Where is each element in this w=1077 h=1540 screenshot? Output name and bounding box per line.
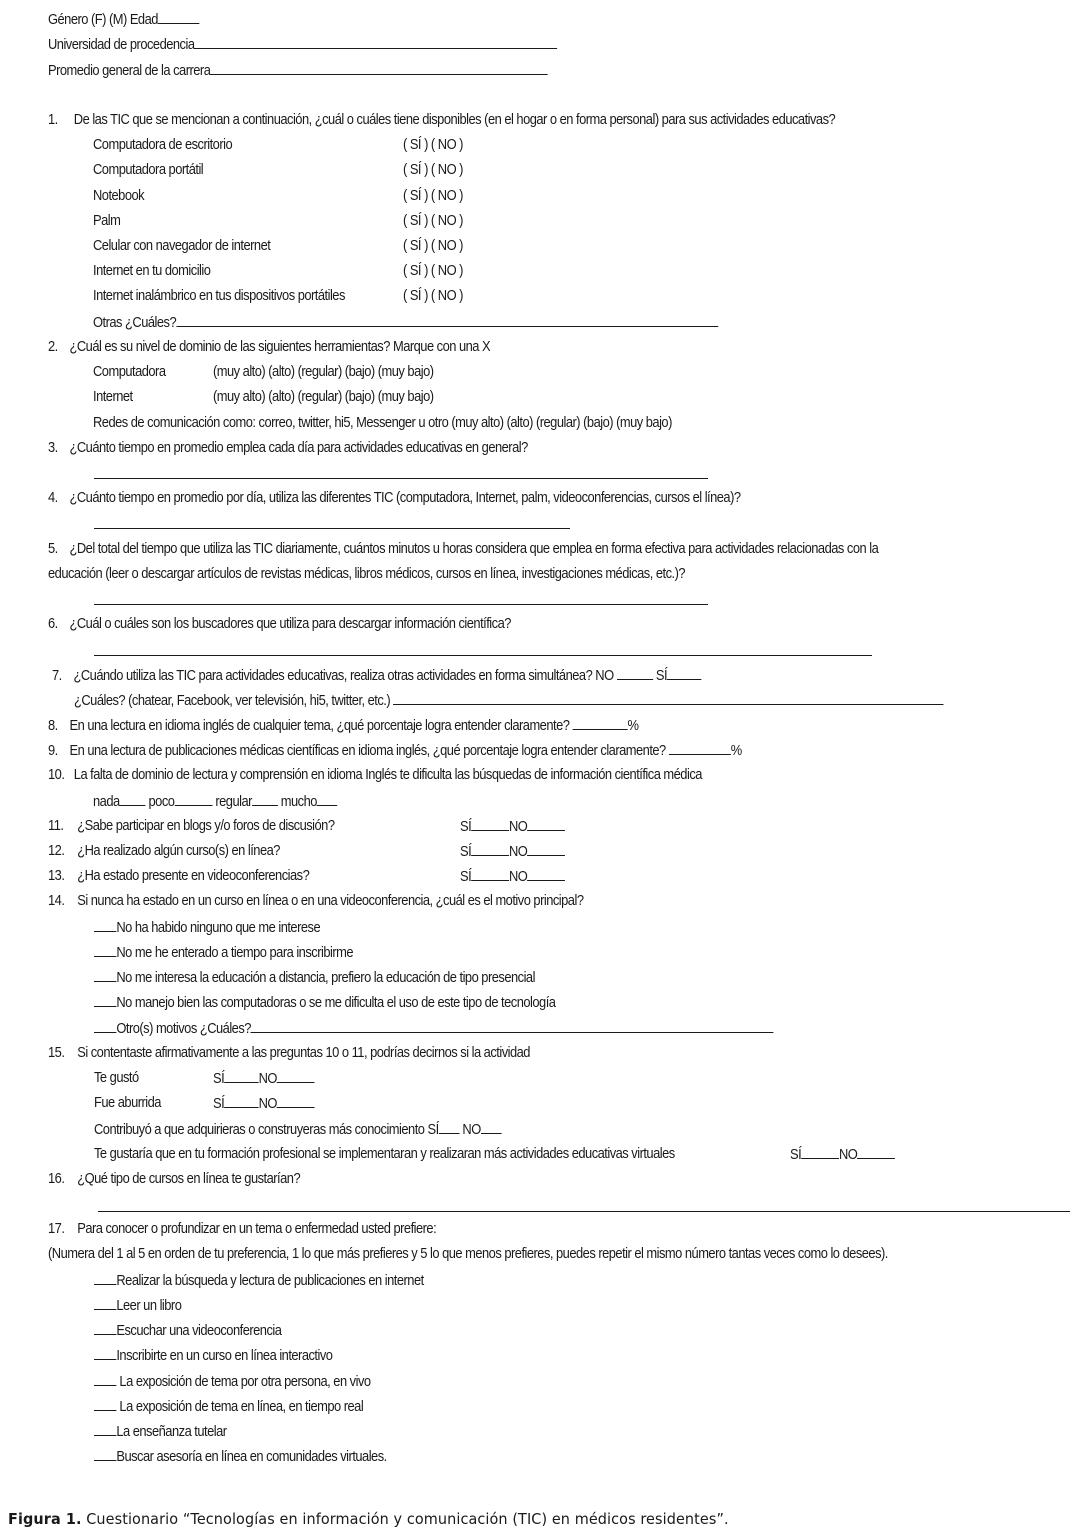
q17-option <box>94 1320 281 1341</box>
q10-option-blank[interactable] <box>120 791 146 806</box>
q15-virtual: Te gustaría que en tu formación profesional se implementaran y realizaran más actividades educativas virtuales <box>94 1145 675 1162</box>
university-label: Universidad de procedencia <box>48 36 195 53</box>
q4-answer-line[interactable] <box>94 528 570 529</box>
option-label: La exposición de tema en línea, en tiempo real <box>116 1398 364 1415</box>
q13-yes-no <box>460 866 565 887</box>
option-blank[interactable] <box>94 992 116 1007</box>
question-7 <box>52 665 701 686</box>
rank-blank[interactable] <box>94 1396 116 1411</box>
question-text: Para conocer o profundizar en un tema o enfermedad usted prefiere: <box>77 1220 437 1237</box>
q7-no-blank[interactable] <box>617 665 653 680</box>
no-blank[interactable] <box>527 841 565 856</box>
q7-which-label: ¿Cuáles? (chatear, Facebook, ver televisión, hi5, twitter, etc.) <box>74 692 391 709</box>
q17-option <box>94 1446 387 1467</box>
no-blank[interactable] <box>857 1144 895 1159</box>
question-text-line-1: ¿Del total del tiempo que utiliza las TIC diariamente, cuántos minutos u horas considera que emplea en forma efectiva para actividades relacionadas con la <box>69 540 879 557</box>
si-blank[interactable] <box>471 841 509 856</box>
q10-option-label: nada <box>93 793 120 810</box>
gender-age-label: Género (F) (M) Edad <box>48 11 158 28</box>
question-text: ¿Sabe participar en blogs y/o foros de discusión? <box>77 817 335 834</box>
question-17 <box>48 1219 436 1239</box>
q9-percent-blank[interactable] <box>669 740 731 755</box>
q1-item: Computadora portátil <box>93 161 204 178</box>
no-blank[interactable] <box>277 1093 315 1108</box>
q14-option <box>94 1018 774 1039</box>
question-4 <box>48 488 741 508</box>
rank-blank[interactable] <box>94 1295 116 1310</box>
question-text: ¿Cuándo utiliza las TIC para actividades educativas, realiza otras actividades en forma simultánea? NO <box>73 667 614 684</box>
question-number: 12. <box>48 842 65 859</box>
no-blank[interactable] <box>527 866 565 881</box>
no-label: NO <box>258 1095 277 1112</box>
q10-option-label: poco <box>148 793 175 810</box>
figure-caption <box>8 1510 729 1528</box>
question-12 <box>48 841 280 861</box>
si-label: SÍ <box>427 1121 439 1138</box>
q14-option <box>94 992 555 1013</box>
q1-yes-no-option[interactable]: ( SÍ ) ( NO ) <box>403 262 463 279</box>
q17-option <box>94 1371 371 1392</box>
question-text: ¿Cuánto tiempo en promedio por día, utiliza las diferentes TIC (computadora, Internet, palm, videoconferencias, cursos el línea)? <box>69 489 741 506</box>
option-label: Leer un libro <box>116 1297 182 1314</box>
percent-sign: % <box>730 742 742 759</box>
question-text-line-2: educación (leer o descargar artículos de revistas médicas, libros médicos, cursos en línea, investigaciones médicas, etc.)? <box>48 565 686 582</box>
question-number: 9. <box>48 742 58 759</box>
si-blank[interactable] <box>224 1093 258 1108</box>
q14-option <box>94 917 320 938</box>
option-label: Realizar la búsqueda y lectura de publicaciones en internet <box>116 1272 424 1289</box>
option-label: No manejo bien las computadoras o se me dificulta el uso de este tipo de tecnología <box>116 994 556 1011</box>
question-number: 8. <box>48 717 58 734</box>
q14-option <box>94 967 535 988</box>
q2-networks-item[interactable]: Redes de comunicación como: correo, twitter, hi5, Messenger u otro (muy alto) (alto) (regular) (bajo) (muy bajo) <box>93 414 672 431</box>
question-number: 14. <box>48 892 65 909</box>
question-9 <box>48 740 742 761</box>
rank-blank[interactable] <box>94 1371 116 1386</box>
question-text: De las TIC que se mencionan a continuación, ¿cuál o cuáles tiene disponibles (en el hogar o en forma personal) para sus actividades educativas? <box>73 111 836 128</box>
q7-si-blank[interactable] <box>667 665 701 680</box>
average-label: Promedio general de la carrera <box>48 62 211 79</box>
q2-scale-options[interactable]: (muy alto) (alto) (regular) (bajo) (muy bajo) <box>213 363 434 380</box>
q7-which <box>74 690 944 711</box>
q5-answer-line[interactable] <box>94 604 708 605</box>
question-15 <box>48 1043 530 1063</box>
si-blank[interactable] <box>801 1144 839 1159</box>
q1-item: Internet en tu domicilio <box>93 262 211 279</box>
question-number: 16. <box>48 1170 65 1187</box>
q7-si-label: SÍ <box>655 667 668 684</box>
question-number: 11. <box>48 817 64 834</box>
q14-other-blank[interactable] <box>251 1018 774 1033</box>
q2-scale-options[interactable]: (muy alto) (alto) (regular) (bajo) (muy bajo) <box>213 388 434 405</box>
question-text: La falta de dominio de lectura y comprensión en idioma Inglés te dificulta las búsquedas de información científica médica <box>73 766 702 783</box>
si-label: SÍ <box>460 868 472 885</box>
q16-answer-line[interactable] <box>98 1211 1070 1212</box>
question-text: ¿Cuánto tiempo en promedio emplea cada día para actividades educativas en general? <box>69 439 528 456</box>
no-blank[interactable] <box>277 1068 315 1083</box>
si-label: SÍ <box>460 843 472 860</box>
option-blank[interactable] <box>94 967 116 982</box>
q1-item: Computadora de escritorio <box>93 136 233 153</box>
q10-option-label: mucho <box>280 793 317 810</box>
no-label: NO <box>839 1146 858 1163</box>
q1-item: Palm <box>93 212 121 229</box>
option-label: No ha habido ninguno que me interese <box>116 919 321 936</box>
si-label: SÍ <box>213 1070 225 1087</box>
q10-option-blank[interactable] <box>252 791 278 806</box>
q1-item: Notebook <box>93 187 145 204</box>
question-8 <box>48 715 638 736</box>
gender-age-field <box>48 9 199 30</box>
question-number: 15. <box>48 1044 65 1061</box>
question-number: 17. <box>48 1220 65 1237</box>
figure-label: Figura 1. <box>8 1510 82 1528</box>
question-2 <box>48 337 490 357</box>
q17-option <box>94 1295 181 1316</box>
q10-option-blank[interactable] <box>317 791 338 806</box>
rank-blank[interactable] <box>94 1345 116 1360</box>
q15-virtual-yes-no <box>790 1144 895 1165</box>
q2-item: Computadora <box>93 363 166 380</box>
q1-yes-no-option[interactable]: ( SÍ ) ( NO ) <box>403 237 463 254</box>
rank-blank[interactable] <box>94 1270 116 1285</box>
q10-options <box>93 791 338 812</box>
question-number: 3. <box>48 439 58 456</box>
q15-contributed <box>94 1119 501 1140</box>
no-label: NO <box>509 843 528 860</box>
question-1 <box>48 110 835 130</box>
option-label: Otro(s) motivos ¿Cuáles? <box>116 1020 251 1037</box>
q15-yes-no <box>213 1068 315 1089</box>
q8-percent-blank[interactable] <box>572 715 627 730</box>
question-5 <box>48 539 878 559</box>
question-number: 7. <box>52 667 62 684</box>
si-blank[interactable] <box>471 816 509 831</box>
si-blank[interactable] <box>471 866 509 881</box>
option-label: No me interesa la educación a distancia, prefiero la educación de tipo presencial <box>116 969 535 986</box>
q1-yes-no-option[interactable]: ( SÍ ) ( NO ) <box>403 287 463 304</box>
q2-item: Internet <box>93 388 133 405</box>
q10-option-label: regular <box>215 793 252 810</box>
question-text: En una lectura de publicaciones médicas científicas en idioma inglés, ¿qué porcentaje logra entender claramente? <box>69 742 666 759</box>
q11-yes-no <box>460 816 565 837</box>
q1-other-blank[interactable] <box>176 312 718 327</box>
q17-option <box>94 1270 424 1291</box>
no-blank[interactable] <box>481 1119 502 1134</box>
question-6 <box>48 614 511 634</box>
si-label: SÍ <box>790 1146 802 1163</box>
question-number: 10. <box>48 766 65 783</box>
si-blank[interactable] <box>439 1119 460 1134</box>
q17-option <box>94 1396 363 1417</box>
question-number: 2. <box>48 338 58 355</box>
question-text: ¿Cuál o cuáles son los buscadores que utiliza para descargar información científica? <box>69 615 511 632</box>
q14-option <box>94 942 353 963</box>
question-11 <box>48 816 334 836</box>
si-blank[interactable] <box>224 1068 258 1083</box>
question-3 <box>48 438 528 458</box>
question-16 <box>48 1169 300 1189</box>
question-number: 13. <box>48 867 65 884</box>
option-label: La enseñanza tutelar <box>116 1423 227 1440</box>
q12-yes-no <box>460 841 565 862</box>
option-label: Buscar asesoría en línea en comunidades virtuales. <box>116 1448 387 1465</box>
age-blank[interactable] <box>158 9 199 24</box>
university-blank[interactable] <box>195 34 558 49</box>
question-text: ¿Cuál es su nivel de dominio de las siguientes herramientas? Marque con una X <box>69 338 491 355</box>
q10-option-blank[interactable] <box>174 791 212 806</box>
option-blank[interactable] <box>94 942 116 957</box>
q17-option <box>94 1421 227 1442</box>
question-text: ¿Ha realizado algún curso(s) en línea? <box>77 842 280 859</box>
q15-item: Te gustó <box>94 1069 139 1086</box>
q17-option <box>94 1345 332 1366</box>
option-label: No me he enterado a tiempo para inscribirme <box>116 944 354 961</box>
no-label: NO <box>509 818 528 835</box>
average-field <box>48 60 547 81</box>
question-text: ¿Qué tipo de cursos en línea te gustarían? <box>77 1170 301 1187</box>
q1-yes-no-option[interactable]: ( SÍ ) ( NO ) <box>403 161 463 178</box>
rank-blank[interactable] <box>94 1320 116 1335</box>
no-label: NO <box>509 868 528 885</box>
average-blank[interactable] <box>210 60 547 75</box>
question-14 <box>48 891 583 911</box>
question-text: Si nunca ha estado en un curso en línea o en una videoconferencia, ¿cuál es el motivo principal? <box>77 892 584 909</box>
item-label: Contribuyó a que adquirieras o construyeras más conocimiento <box>94 1121 425 1138</box>
si-label: SÍ <box>213 1095 225 1112</box>
q7-which-blank[interactable] <box>393 690 943 705</box>
q1-other <box>93 312 718 333</box>
question-number: 4. <box>48 489 58 506</box>
question-text: Si contentaste afirmativamente a las preguntas 10 o 11, podrías decirnos si la actividad <box>77 1044 530 1061</box>
q3-answer-line[interactable] <box>94 478 708 479</box>
question-13 <box>48 866 309 886</box>
q15-yes-no <box>213 1093 315 1114</box>
no-label: NO <box>258 1070 277 1087</box>
q6-answer-line[interactable] <box>94 655 872 656</box>
q17-instructions: (Numera del 1 al 5 en orden de tu preferencia, 1 lo que más prefieres y 5 lo que menos prefieres, puedes repetir el mismo número tantas veces como lo desees). <box>48 1245 888 1262</box>
option-blank[interactable] <box>94 917 116 932</box>
option-blank[interactable] <box>94 1018 116 1033</box>
option-label: Escuchar una videoconferencia <box>116 1322 282 1339</box>
q1-item: Internet inalámbrico en tus dispositivos portátiles <box>93 287 345 304</box>
q15-item: Fue aburrida <box>94 1094 161 1111</box>
question-number: 6. <box>48 615 58 632</box>
option-label: Inscribirte en un curso en línea interactivo <box>116 1347 333 1364</box>
university-field <box>48 34 557 55</box>
option-label: La exposición de tema por otra persona, en vivo <box>116 1373 371 1390</box>
figure-caption-text: Cuestionario “Tecnologías en información y comunicación (TIC) en médicos residentes”. <box>81 1510 729 1528</box>
question-text: ¿Ha estado presente en videoconferencias? <box>77 867 310 884</box>
question-number: 1. <box>48 111 58 128</box>
q1-yes-no-option[interactable]: ( SÍ ) ( NO ) <box>403 212 463 229</box>
question-number: 5. <box>48 540 58 557</box>
no-label: NO <box>462 1121 481 1138</box>
question-10 <box>48 765 702 785</box>
si-label: SÍ <box>460 818 472 835</box>
q1-other-label: Otras ¿Cuáles? <box>93 314 177 331</box>
percent-sign: % <box>627 717 639 734</box>
rank-blank[interactable] <box>94 1421 116 1436</box>
q1-item: Celular con navegador de internet <box>93 237 271 254</box>
no-blank[interactable] <box>527 816 565 831</box>
q1-yes-no-option[interactable]: ( SÍ ) ( NO ) <box>403 136 463 153</box>
question-text: En una lectura en idioma inglés de cualquier tema, ¿qué porcentaje logra entender claramente? <box>69 717 570 734</box>
rank-blank[interactable] <box>94 1446 116 1461</box>
q1-yes-no-option[interactable]: ( SÍ ) ( NO ) <box>403 187 463 204</box>
